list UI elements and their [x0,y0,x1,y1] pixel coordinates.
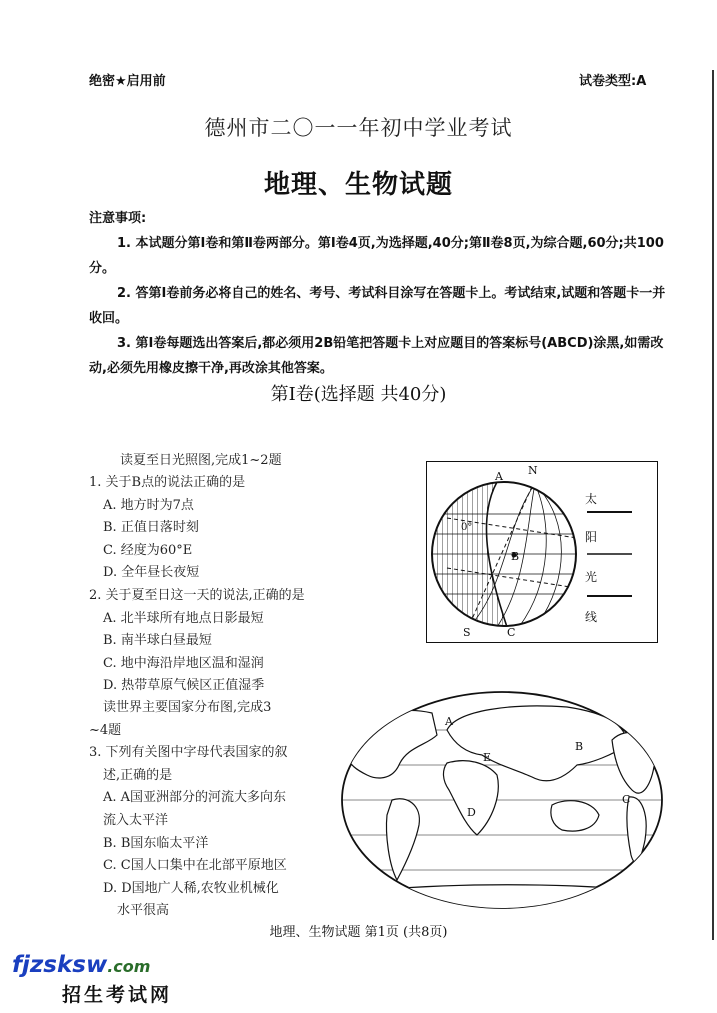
question-3-option-c: C. C国人口集中在北部平原地区 [103,858,287,874]
notes-section [89,206,669,381]
map-label-c: C [622,793,631,806]
question-2-stem: 2. 关于夏至日这一天的说法,正确的是 [89,587,305,603]
label-n: N [528,464,538,477]
sun-label-2: 阳 [585,530,598,544]
question-3-stem-line1: 3. 下列有关图中字母代表国家的叙 [89,745,288,761]
note-item-3: 3. 第Ⅰ卷每题选出答案后,都必须用2B铅笔把答题卡上对应题目的答案标号(ABCD)涂黑,如需改动,必须先用橡皮擦干净,再改涂其他答案。 [89,336,664,376]
map-label-a: A [445,715,453,728]
question-3-option-a: A. A国亚洲部分的河流大多向东 [103,790,287,806]
instruction-1: 读夏至日光照图,完成1~2题 [120,453,282,468]
question-2-option-d: D. 热带草原气候区正值湿季 [103,678,265,694]
sun-label-1: 太 [585,492,598,506]
world-map [337,685,667,915]
solstice-diagram [427,462,657,642]
label-s: S [463,626,471,639]
instruction-2-line1: 读世界主要国家分布图,完成3 [103,700,272,715]
label-zero-degree: 0° [461,522,473,533]
label-c: C [507,626,516,639]
map-label-e: E [483,751,492,764]
watermark-subtitle: 招生考试网 [62,984,173,1006]
question-2-option-c: C. 地中海沿岸地区温和湿润 [103,655,264,671]
question-3-option-d-cont: 水平很高 [117,903,170,919]
paper-type-label: 试卷类型:A [579,74,647,89]
subject-title: 地理、生物试题 [263,170,453,200]
question-3-option-b: B. B国东临太平洋 [103,835,209,851]
sun-label-3: 光 [585,570,598,584]
map-label-b: B [575,740,584,753]
note-item-2: 2. 答第Ⅰ卷前务必将自己的姓名、考号、考试科目涂写在答题卡上。考试结束,试题和答题卡一并收回。 [89,286,666,326]
question-3-option-d: D. D国地广人稀,农牧业机械化 [103,880,279,896]
question-1-option-b: B. 正值日落时刻 [103,520,199,536]
map-label-d: D [467,806,476,819]
question-block-2 [89,697,329,923]
label-a: A [495,470,503,483]
question-1-option-d: D. 全年昼长夜短 [103,565,200,581]
notes-heading: 注意事项: [89,211,147,226]
note-item-1: 1. 本试题分第Ⅰ卷和第Ⅱ卷两部分。第Ⅰ卷4页,为选择题,40分;第Ⅱ卷8页,为综合题,60分;共100分。 [89,236,664,276]
question-1-stem: 1. 关于B点的说法正确的是 [89,475,246,490]
watermark-brand: fjzsksw [12,952,108,978]
question-2-option-b: B. 南半球白昼最短 [103,633,212,649]
question-1-option-c: C. 经度为60°E [103,542,193,558]
question-3-option-a-cont: 流入太平洋 [103,812,169,828]
night-side-shading [427,482,507,627]
watermark-logo [12,952,150,978]
question-3-stem-line2: 述,正确的是 [103,767,173,783]
watermark-tld: .com [107,957,151,976]
question-block-1 [89,472,429,698]
sun-label-4: 线 [585,610,598,624]
antarctica-shape [367,885,637,915]
section-title: 第Ⅰ卷(选择题 共40分) [270,384,447,405]
page-footer: 地理、生物试题 第1页 (共8页) [269,925,448,940]
label-b: B [511,550,520,563]
instruction-2-line2: ~4题 [89,722,122,738]
question-2-option-a: A. 北半球所有地点日影最短 [103,610,264,626]
world-map-figure [337,685,667,915]
confidential-label: 绝密★启用前 [89,74,166,89]
solstice-figure [426,461,658,643]
question-1-option-a: A. 地方时为7点 [103,497,194,513]
exam-title: 德州市二〇一一年初中学业考试 [204,116,513,140]
